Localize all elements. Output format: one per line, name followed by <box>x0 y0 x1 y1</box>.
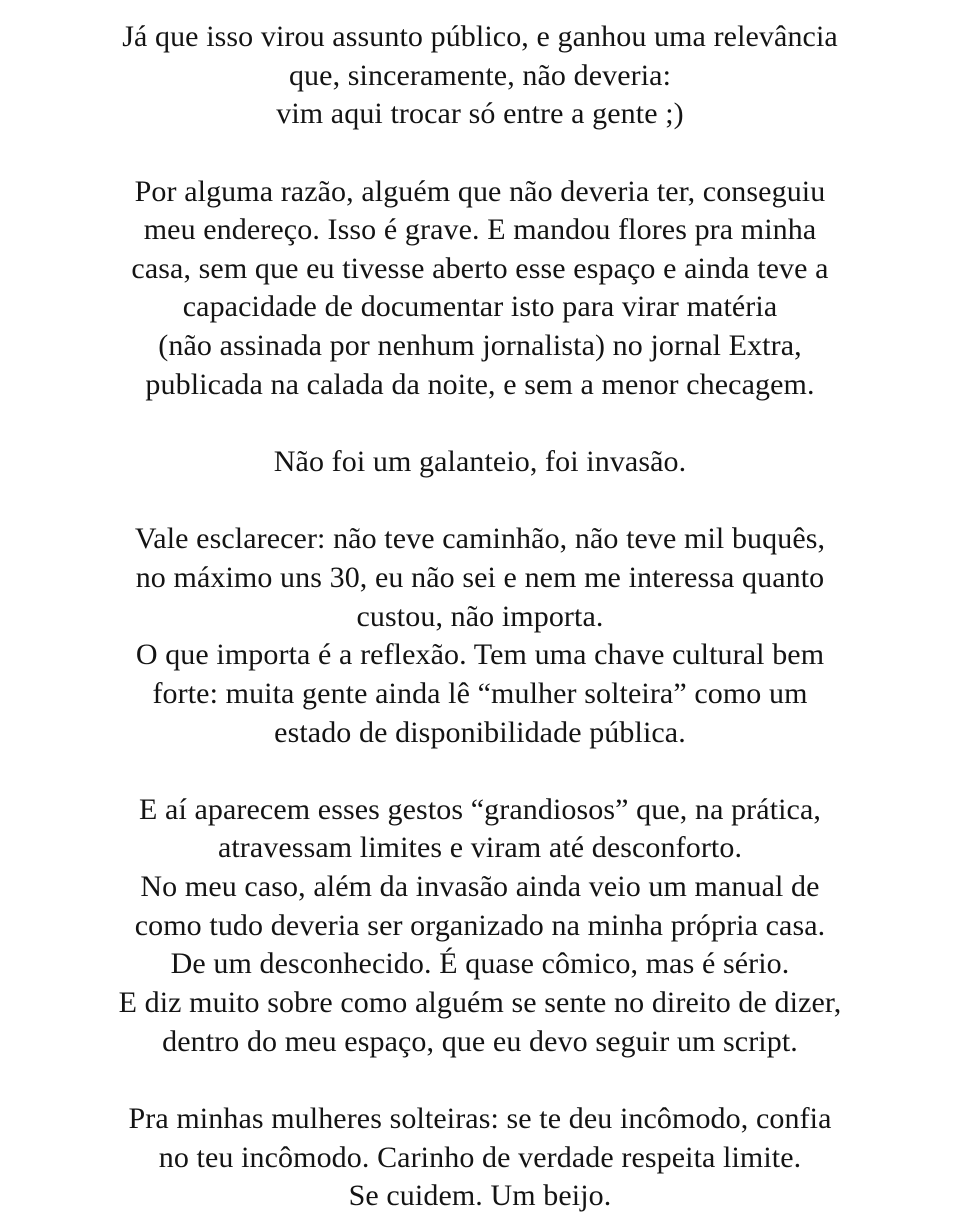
text-line: Não foi um galanteio, foi invasão. <box>273 445 687 479</box>
text-line: meu endereço. Isso é grave. E mandou flores pra minha <box>143 213 817 247</box>
paragraph-clarification <box>0 520 960 752</box>
paragraph-spacer <box>0 134 960 173</box>
text-line: forte: muita gente ainda lê “mulher solteira” como um <box>152 676 808 710</box>
text-line: publicada na calada da noite, e sem a menor checagem. <box>145 367 815 401</box>
paragraph-gestures <box>0 791 960 1061</box>
paragraph-spacer <box>0 482 960 521</box>
text-line: no máximo uns 30, eu não sei e nem me interessa quanto <box>135 560 825 594</box>
text-line: Por alguma razão, alguém que não deveria ter, conseguiu <box>134 174 826 208</box>
text-line: estado de disponibilidade pública. <box>274 715 686 749</box>
text-line: capacidade de documentar isto para virar matéria <box>182 290 778 324</box>
paragraph-intro <box>0 18 960 134</box>
text-line: dentro do meu espaço, que eu devo seguir um script. <box>162 1024 798 1058</box>
text-line: De um desconhecido. É quase cômico, mas é sério. <box>170 947 790 981</box>
text-line: que, sinceramente, não deveria: <box>288 58 672 92</box>
text-line: como tudo deveria ser organizado na minha própria casa. <box>134 908 826 942</box>
text-line: E aí aparecem esses gestos “grandiosos” que, na prática, <box>139 792 821 826</box>
paragraph-closing <box>0 1100 960 1216</box>
text-line: Vale esclarecer: não teve caminhão, não teve mil buquês, <box>134 522 826 556</box>
paragraph-spacer <box>0 1061 960 1100</box>
text-line: E diz muito sobre como alguém se sente no direito de dizer, <box>118 986 842 1020</box>
text-line: (não assinada por nenhum jornalista) no jornal Extra, <box>158 329 802 363</box>
text-line: atravessam limites e viram até desconforto. <box>217 831 743 865</box>
paragraph-spacer <box>0 752 960 791</box>
text-line: O que importa é a reflexão. Tem uma chave cultural bem <box>135 638 825 672</box>
paragraph-statement <box>0 443 960 482</box>
paragraph-spacer <box>0 404 960 443</box>
document-body <box>0 18 960 1216</box>
text-line: Pra minhas mulheres solteiras: se te deu incômodo, confia <box>128 1101 832 1135</box>
text-line: No meu caso, além da invasão ainda veio um manual de <box>140 870 820 904</box>
text-line: Se cuidem. Um beijo. <box>348 1179 612 1213</box>
text-line: casa, sem que eu tivesse aberto esse espaço e ainda teve a <box>131 251 829 285</box>
paragraph-address <box>0 173 960 405</box>
text-line: Já que isso virou assunto público, e ganhou uma relevância <box>122 20 838 53</box>
text-line: custou, não importa. <box>356 599 604 633</box>
text-line: no teu incômodo. Carinho de verdade respeita limite. <box>158 1140 802 1174</box>
text-line: vim aqui trocar só entre a gente ;) <box>276 97 684 131</box>
